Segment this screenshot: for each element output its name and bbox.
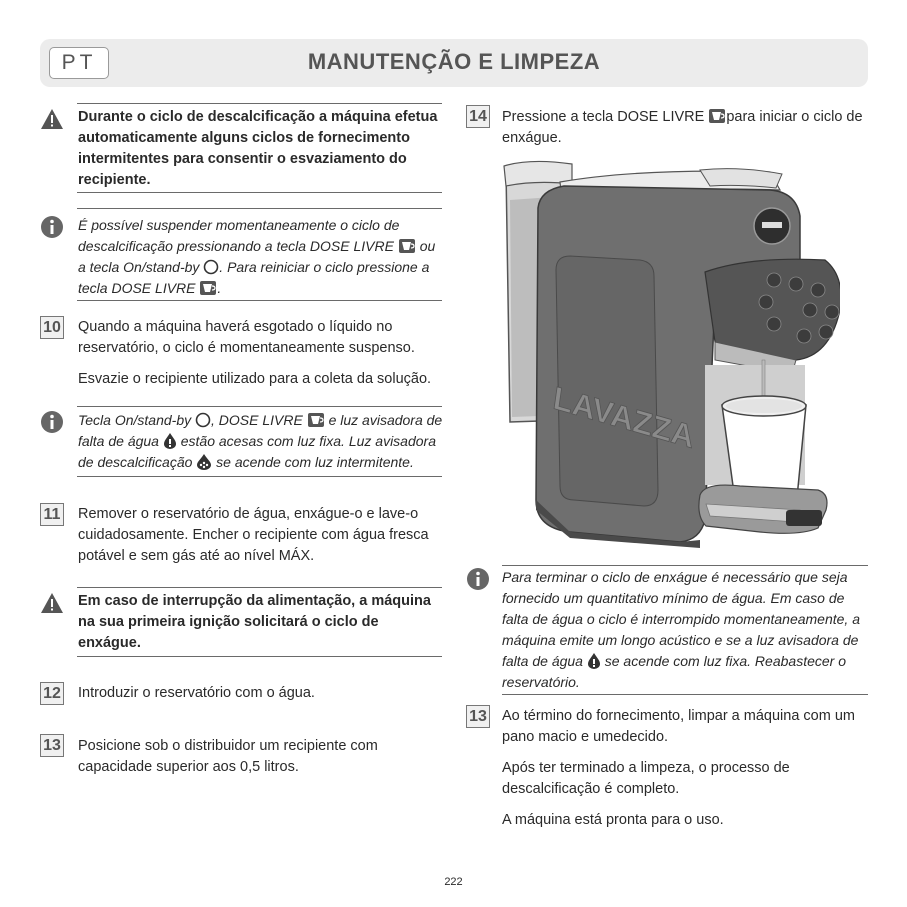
info-note-rinse: Para terminar o ciclo de enxágue é necessário que seja fornecido um quantitativo mínimo de água. Em caso de falta de água o ciclo é interrompido momentaneamente, a máquina emite um longo acústico e se a luz avisadora de falta de água se acende com luz fixa. Reabastecer o reservatório. <box>502 569 860 690</box>
warning-icon <box>40 592 64 614</box>
free-dose-icon <box>307 412 325 428</box>
water-drop-icon <box>587 653 601 669</box>
machine-brand-text: LAVAZZA <box>551 379 697 456</box>
info-note-lights: Tecla On/stand-by , DOSE LIVRE e luz avisadora de falta de água estão acesas com luz fixa. Luz avisadora de descalcificação se acende com luz intermitente. <box>78 412 443 470</box>
step-13-text: Posicione sob o distribuidor um recipiente com capacidade superior aos 0,5 litros. <box>78 738 378 775</box>
step-12-text: Introduzir o reservatório com o água. <box>78 685 315 701</box>
divider <box>77 300 442 301</box>
free-dose-icon <box>708 108 726 124</box>
warning-text-power: Em caso de interrupção da alimentação, a máquina na sua primeira ignição solicitará o ciclo de enxágue. <box>78 593 431 651</box>
step-number: 13 <box>466 705 490 728</box>
free-dose-icon <box>398 238 416 254</box>
divider <box>77 476 442 477</box>
power-icon <box>195 412 211 428</box>
step-number: 13 <box>40 734 64 757</box>
step-number: 11 <box>40 503 64 526</box>
page-header <box>40 39 868 87</box>
info-icon <box>40 410 64 434</box>
machine-illustration <box>500 160 840 552</box>
warning-icon <box>40 108 64 130</box>
page-number: 222 <box>444 876 463 888</box>
divider <box>77 192 442 193</box>
warning-text-descale: Durante o ciclo de descalcificação a máquina efetua automaticamente alguns ciclos de fornecimento intermitentes para consentir o esvaziamento do recipiente. <box>78 109 438 188</box>
free-dose-icon <box>199 280 217 296</box>
divider <box>502 565 868 566</box>
language-badge: PT <box>49 47 109 79</box>
step-number: 12 <box>40 682 64 705</box>
page-title: MANUTENÇÃO E LIMPEZA <box>307 49 601 74</box>
info-note-suspend: É possível suspender momentaneamente o ciclo de descalcificação pressionando a tecla DOSE LIVRE ou a tecla On/stand-by . Para reiniciar o ciclo pressione a tecla DOSE LIVRE . <box>78 217 436 296</box>
divider <box>77 406 442 407</box>
divider <box>502 694 868 695</box>
step-number: 14 <box>466 105 490 128</box>
step-14-text: Pressione a tecla DOSE LIVRE para iniciar o ciclo de enxágue. <box>502 109 863 146</box>
descale-icon <box>196 454 212 470</box>
step-number: 10 <box>40 316 64 339</box>
water-drop-icon <box>163 433 177 449</box>
info-icon <box>40 215 64 239</box>
power-icon <box>203 259 219 275</box>
step-13-cleaning-text: Ao término do fornecimento, limpar a máquina com um pano macio e umedecido. Após ter terminado a limpeza, o processo de descalcificação é completo. A máquina está pronta para o uso. <box>502 708 855 828</box>
info-icon <box>466 567 490 591</box>
step-11-text: Remover o reservatório de água, enxágue-o e lave-o cuidadosamente. Encher o recipiente com água fresca potável e sem gás até ao nível MÁX. <box>78 506 429 564</box>
divider <box>77 587 442 588</box>
divider <box>77 656 442 657</box>
step-10-text: Quando a máquina haverá esgotado o líquido no reservatório, o ciclo é momentaneamente suspenso. Esvazie o recipiente utilizado para a coleta da solução. <box>78 319 432 387</box>
divider <box>77 208 442 209</box>
divider <box>77 103 442 104</box>
